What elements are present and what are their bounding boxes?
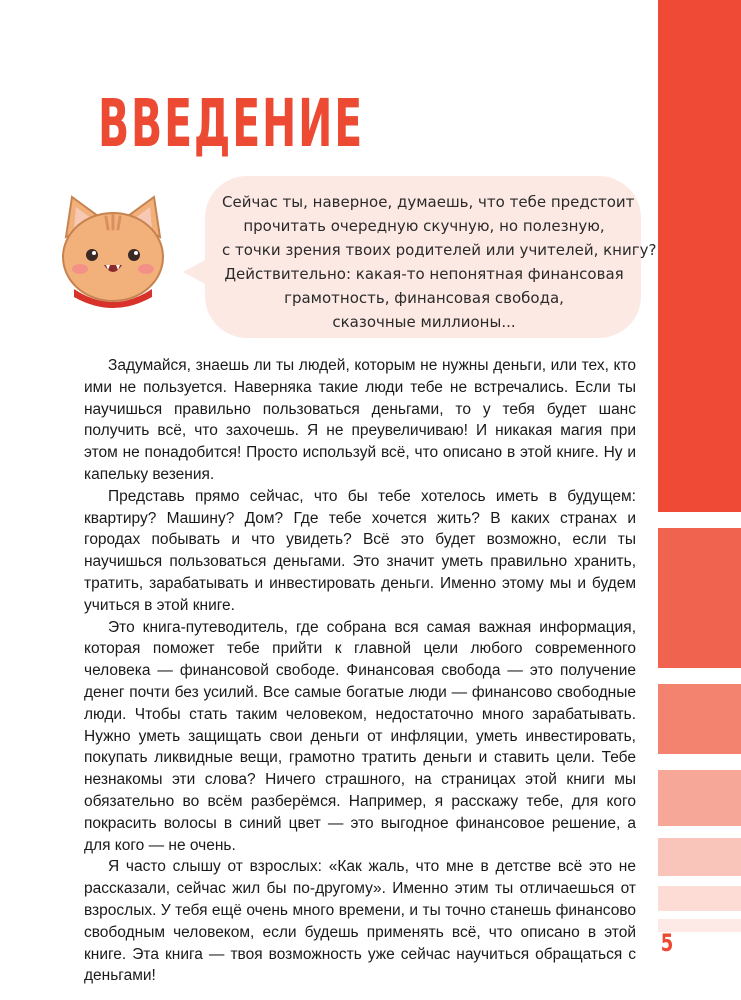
decor-stripe — [658, 886, 741, 911]
bubble-line: с точки зрения твоих родителей или учителей, книгу? — [222, 241, 657, 259]
decor-stripe — [658, 528, 741, 668]
body-text — [84, 355, 636, 987]
paragraph: Задумайся, знаешь ли ты людей, которым не нужны деньги, или тех, кто ими не пользуется. Наверняка такие люди тебе не встречались. Если ты научишься правильно пользоваться деньгами, то у тебя будет шанс получить всё, что захочешь. Я не преувеличиваю! И никакая магия при этом не понадобится! Просто используй всё, что описано в этой книге. Ну и капельку везения. — [84, 357, 636, 483]
paragraph: Представь прямо сейчас, что бы тебе хотелось иметь в будущем: квартиру? Машину? Дом? Где тебе хочется жить? В каких странах и городах побывать и что увидеть? Всё это будет возможно, если ты научишься пользоваться деньгами. Это значит уметь правильно хранить, тратить, зарабатывать и инвестировать деньги. Именно этому мы и будем учиться в этой книге. — [84, 487, 636, 614]
decor-stripe — [658, 838, 741, 876]
page-number: 5 — [660, 929, 674, 957]
bubble-line: грамотность, финансовая свобода, — [284, 289, 564, 307]
decor-stripe — [658, 0, 741, 512]
bubble-line: Действительно: какая-то непонятная финансовая — [224, 265, 624, 283]
cat-face-icon — [52, 193, 174, 313]
bubble-line: прочитать очередную скучную, но полезную, — [243, 217, 605, 235]
bubble-line: сказочные миллионы... — [332, 313, 516, 331]
speech-bubble-text — [222, 190, 657, 334]
decor-stripe — [658, 684, 741, 754]
page-title: ВВЕДЕНИЕ — [98, 85, 365, 162]
decor-stripe — [658, 770, 741, 826]
paragraph: Это книга-путеводитель, где собрана вся самая важная информация, которая поможет тебе прийти к главной цели любого современного человека — финансовой свободе. Финансовая свобода — это получение денег почти без усилий. Все самые богатые люди — финансово свободные люди. Чтобы стать таким человеком, недостаточно много зарабатывать. Нужно уметь защищать свои деньги от инфляции, уметь инвестировать, покупать ликвидные вещи, грамотно тратить деньги и ставить цели. Тебе незнакомы эти слова? Ничего страшного, на страницах этой книги мы обязательно во всём разберёмся. Например, я расскажу тебе, для кого покрасить волосы в синий цвет — это выгодное финансовое решение, а для кого — не очень. — [84, 618, 636, 854]
paragraph: Я часто слышу от взрослых: «Как жаль, что мне в детстве всё это не рассказали, сейчас жил бы по-другому». Именно этим ты отличаешься от взрослых. У тебя ещё очень много времени, и ты точно станешь финансово свободным человеком, если будешь применять всё, что описано в этой книге. Эта книга — твоя возможность уже сейчас научиться обращаться с деньгами! — [84, 858, 636, 985]
bubble-line: Сейчас ты, наверное, думаешь, что тебе предстоит — [222, 193, 635, 211]
